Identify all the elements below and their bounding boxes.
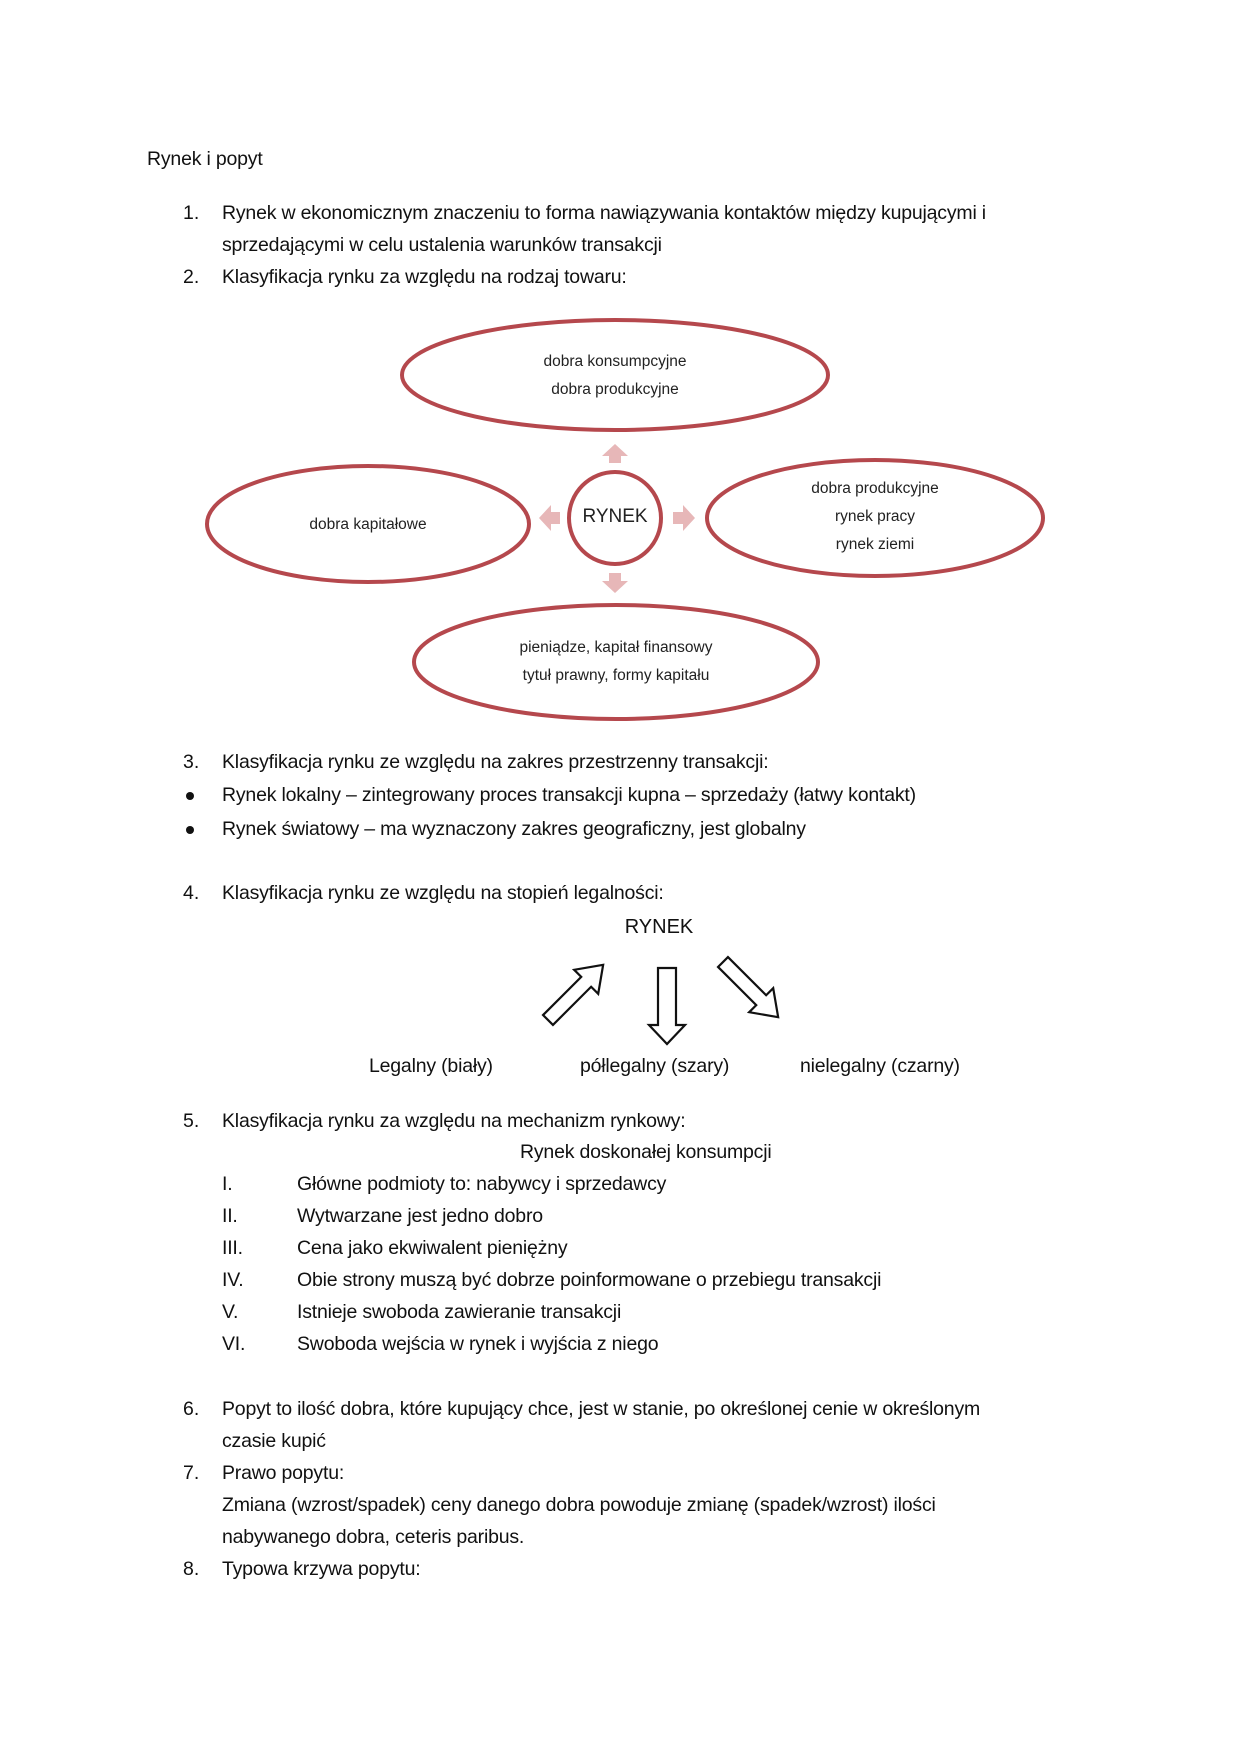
roman-number: V. [222,1301,239,1323]
item-6-line-1: Popyt to ilość dobra, które kupujący chce, jest w stanie, po określonej cenie w określonym [222,1398,981,1420]
arrow-down-right [711,950,790,1029]
item-4-text: Klasyfikacja rynku ze względu na stopień legalności: [222,882,664,904]
item-6-line-2: czasie kupić [222,1430,326,1452]
list-number: 2. [183,266,200,288]
label-illegal: nielegalny (czarny) [800,1055,960,1077]
list-number: 5. [183,1110,200,1132]
item-3-bullet-2: Rynek światowy – ma wyznaczony zakres geograficzny, jest globalny [222,818,806,840]
item-8-text: Typowa krzywa popytu: [222,1558,421,1580]
roman-number: III. [222,1237,243,1259]
roman-number: IV. [222,1269,244,1291]
roman-item-text: Obie strony muszą być dobrze poinformowane o przebiegu transakcji [297,1269,882,1291]
page-title: Rynek i popyt [147,148,263,170]
oval-right-line-1: dobra produkcyjne [811,480,939,497]
label-semilegal: półlegalny (szary) [580,1055,730,1077]
roman-number: II. [222,1205,238,1227]
oval-left-line-1: dobra kapitałowe [309,516,427,533]
arrow-down-center [649,968,685,1044]
list-number: 1. [183,202,200,224]
list-number: 7. [183,1462,200,1484]
item-2-text: Klasyfikacja rynku za względu na rodzaj towaru: [222,266,627,288]
roman-item-text: Wytwarzane jest jedno dobro [297,1205,543,1227]
item-1-line-1: Rynek w ekonomicznym znaczeniu to forma nawiązywania kontaktów między kupującymi i [222,202,986,224]
list-number: 4. [183,882,200,904]
roman-number: I. [222,1173,233,1195]
oval-right-line-2: rynek pracy [834,508,916,525]
item-5-subtitle: Rynek doskonałej konsumpcji [520,1141,772,1163]
arrow-down-left [536,953,615,1032]
roman-item-text: Istnieje swoboda zawieranie transakcji [297,1301,622,1323]
roman-item-text: Cena jako ekwiwalent pieniężny [297,1237,568,1259]
legality-diagram-title: RYNEK [624,916,694,938]
item-7-line-1: Zmiana (wzrost/spadek) ceny danego dobra powoduje zmianę (spadek/wzrost) ilości [222,1494,936,1516]
roman-number: VI. [222,1333,246,1355]
item-7-text: Prawo popytu: [222,1462,345,1484]
item-1-line-2: sprzedającymi w celu ustalenia warunków transakcji [222,234,662,256]
list-number: 6. [183,1398,200,1420]
item-5-text: Klasyfikacja rynku za względu na mechanizm rynkowy: [222,1110,686,1132]
oval-bottom-line-2: tytuł prawny, formy kapitału [522,667,710,684]
list-number: 3. [183,751,200,773]
roman-item-text: Swoboda wejścia w rynek i wyjścia z niego [297,1333,659,1355]
oval-top-line-2: dobra produkcyjne [551,381,679,398]
center-label: RYNEK [582,506,648,527]
item-7-line-2: nabywanego dobra, ceteris paribus. [222,1526,525,1548]
oval-bottom-line-1: pieniądze, kapitał finansowy [519,639,713,656]
roman-item-text: Główne podmioty to: nabywcy i sprzedawcy [297,1173,667,1195]
item-3-bullet-1: Rynek lokalny – zintegrowany proces transakcji kupna – sprzedaży (łatwy kontakt) [222,784,916,806]
oval-right-line-3: rynek ziemi [835,536,915,553]
item-3-text: Klasyfikacja rynku ze względu na zakres przestrzenny transakcji: [222,751,769,773]
list-number: 8. [183,1558,200,1580]
label-legal: Legalny (biały) [369,1055,493,1077]
oval-top-line-1: dobra konsumpcyjne [543,353,687,370]
